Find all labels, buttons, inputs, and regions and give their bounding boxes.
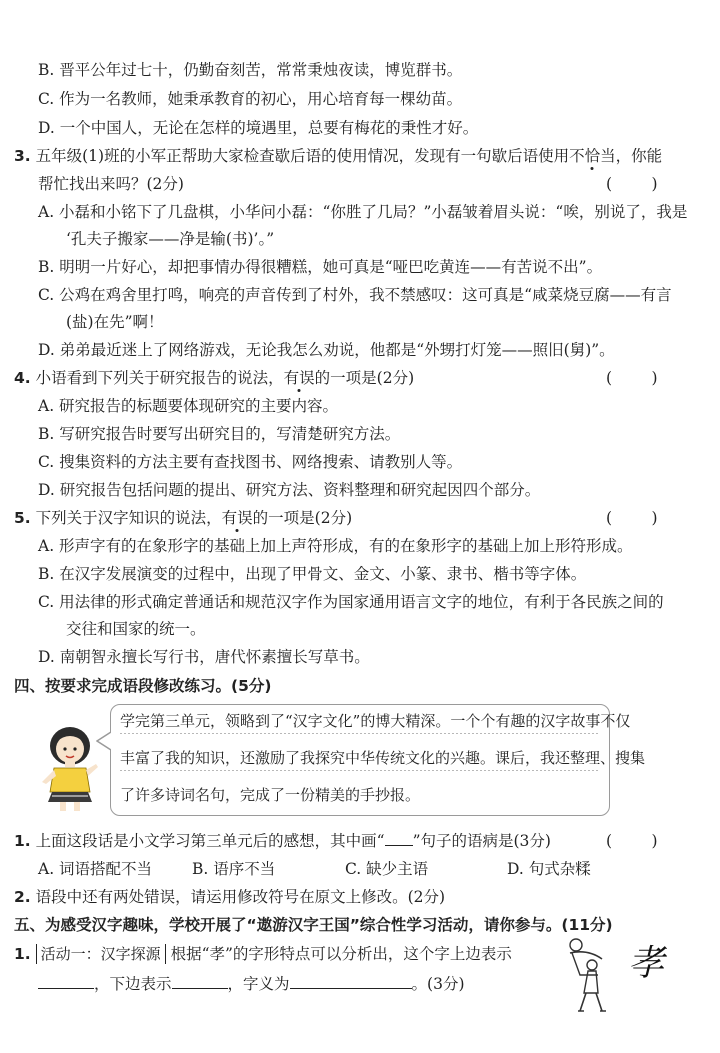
q3-option-d xyxy=(38,340,615,360)
q3-number: 3. xyxy=(14,147,31,165)
s5-q1-number: 1. xyxy=(14,945,31,963)
q5-option-d-text: D. 南朝智永擅长写行书，唐代怀素擅长写草书。 xyxy=(38,648,370,666)
s4-q1-answer-paren[interactable]: ( ) xyxy=(606,832,658,850)
q5-number: 5. xyxy=(14,509,31,527)
q5-option-b xyxy=(38,564,586,584)
q3-dotted-word: 不恰当 xyxy=(569,147,616,165)
blank-bottom-meaning[interactable] xyxy=(172,972,228,989)
q3-option-b-text: B. 明明一片好心，却把事情办得很糟糕，她可真是“哑巴吃黄连——有苦说不出”。 xyxy=(38,258,603,276)
q4-option-d-text: D. 研究报告包括问题的提出、研究方法、资料整理和研究起因四个部分。 xyxy=(38,481,541,499)
s4-q1-stem-b: ”句子的语病是(3分) xyxy=(412,832,551,850)
s5-q1-b2: ，字义为 xyxy=(227,975,290,993)
filial-illustration-icon xyxy=(558,935,620,1015)
q3-option-c-text: C. 公鸡在鸡舍里打鸣，响亮的声音传到了村外，我不禁感叹：这可真是“咸菜烧豆腐——有言 xyxy=(38,286,672,304)
s4-q1-stem xyxy=(14,831,551,851)
s5-q1-blanks xyxy=(38,972,465,994)
q5-option-c xyxy=(38,592,664,612)
activity-tag: 活动一：汉字探源 xyxy=(36,944,166,964)
section4-title: 四、按要求完成语段修改练习。(5分) xyxy=(14,677,272,695)
q5-option-c-cont-text: 交往和国家的统一。 xyxy=(66,620,206,638)
q4-answer-paren[interactable]: ( ) xyxy=(606,369,658,387)
q4-number: 4. xyxy=(14,369,31,387)
s4-q1-stem-a: 上面这段话是小文学习第三单元后的感想，其中画“ xyxy=(35,832,385,850)
s4-q2-text: 语段中还有两处错误，请运用修改符号在原文上修改。(2分) xyxy=(35,888,446,906)
q3-stem xyxy=(14,146,662,166)
q5-option-b-text: B. 在汉字发展演变的过程中，出现了甲骨文、金文、小篆、隶书、楷书等字体。 xyxy=(38,565,587,583)
q3-option-a-cont-text: ‘孔夫子搬家——净是输(书)’。” xyxy=(66,230,275,248)
s4-q2 xyxy=(14,887,445,907)
q4-option-b-text: B. 写研究报告时要写出研究目的，写清楚研究方法。 xyxy=(38,425,401,443)
q3-option-b xyxy=(38,257,602,277)
q4-option-b xyxy=(38,424,400,444)
option-d-prev-text: D. 一个中国人，无论在怎样的境遇里，总要有梅花的秉性才好。 xyxy=(38,119,479,137)
q4-option-d xyxy=(38,480,540,500)
option-c-prev-text: C. 作为一名教师，她秉承教育的初心，用心培育每一棵幼苗。 xyxy=(38,90,463,108)
passage-rule-1 xyxy=(120,733,600,734)
q5-option-c-cont xyxy=(66,619,206,639)
calligraphy-xiao: 孝 xyxy=(628,943,665,984)
q3-option-a xyxy=(38,202,687,222)
q5-answer-paren[interactable]: ( ) xyxy=(606,509,658,527)
q5-option-a xyxy=(38,536,633,556)
q3-option-c-cont-text: (盐)在先”啊！ xyxy=(66,313,164,331)
option-c-prev xyxy=(38,89,462,109)
s5-q1-b3: 。(3分) xyxy=(411,975,465,993)
q3-option-c-cont xyxy=(66,312,164,332)
s4-q1-option-a: A. 词语搭配不当 xyxy=(38,860,153,878)
q5-stem-a: 下列关于汉字知识的说法， xyxy=(35,509,222,527)
s5-q1-stem-a: 根据“孝”的字形特点可以分析出，这个字上边表示 xyxy=(170,945,512,963)
q4-option-c xyxy=(38,452,462,472)
passage-line-1: 学完第三单元，领略到了“汉字文化”的博大精深。一个个有趣的汉字故事不仅 xyxy=(120,712,631,730)
q4-option-c-text: C. 搜集资料的方法主要有查找图书、网络搜索、请教别人等。 xyxy=(38,453,463,471)
q5-option-d xyxy=(38,647,370,667)
q5-option-a-text: A. 形声字有的在象形字的基础上加上声符形成，有的在象形字的基础上加上形符形成。 xyxy=(38,537,633,555)
q4-stem xyxy=(14,368,414,388)
q4-dotted-word: 有误 xyxy=(283,369,315,387)
q3-option-c xyxy=(38,285,672,305)
q3-stem-line2-text: 帮忙找出来吗？(2分) xyxy=(38,175,184,193)
section5-title: 五、为感受汉字趣味，学校开展了“遨游汉字王国”综合性学习活动，请你参与。(11分) xyxy=(14,916,613,934)
s4-q1-option-d: D. 句式杂糅 xyxy=(507,860,591,878)
blank-character-meaning[interactable] xyxy=(290,972,412,989)
underline-sample xyxy=(385,831,413,846)
q3-option-d-text: D. 弟弟最近迷上了网络游戏，无论我怎么劝说，他都是“外甥打灯笼——照旧(舅)”。 xyxy=(38,341,615,359)
q3-option-a-cont xyxy=(66,229,274,249)
s4-q2-number: 2. xyxy=(14,888,31,906)
s4-q1-number: 1. xyxy=(14,832,31,850)
q5-stem-b: 的一项是(2分) xyxy=(252,509,353,527)
q4-option-a xyxy=(38,396,338,416)
passage-line-3: 了许多诗词名句，完成了一份精美的手抄报。 xyxy=(120,786,421,804)
bubble-tail-icon xyxy=(96,730,114,752)
s5-q1-b1: ，下边表示 xyxy=(94,975,172,993)
q3-stem-line2 xyxy=(38,174,184,194)
q5-dotted-word: 有误 xyxy=(221,509,253,527)
option-b-prev xyxy=(38,60,462,80)
blank-top-meaning[interactable] xyxy=(38,972,94,989)
passage-rule-2 xyxy=(120,770,600,771)
q4-stem-b: 的一项是(2分) xyxy=(314,369,415,387)
s5-q1-stem xyxy=(14,944,512,964)
q5-stem xyxy=(14,508,352,528)
q3-stem-b: ，你能 xyxy=(615,147,663,165)
option-d-prev xyxy=(38,118,478,138)
passage-line-2: 丰富了我的知识，还激励了我探究中华传统文化的兴趣。课后，我还整理、搜集 xyxy=(120,749,646,767)
q4-stem-a: 小语看到下列关于研究报告的说法， xyxy=(35,369,284,387)
q3-answer-paren[interactable]: ( ) xyxy=(606,175,658,193)
q3-option-a-text: A. 小磊和小铭下了几盘棋，小华问小磊：“你胜了几局？”小磊皱着眉头说：“唉，别说了，我是 xyxy=(38,203,688,221)
s4-q1-option-c: C. 缺少主语 xyxy=(345,860,429,878)
s4-q1-option-b: B. 语序不当 xyxy=(192,860,276,878)
q3-stem-a: 五年级(1)班的小军正帮助大家检查歇后语的使用情况，发现有一句歇后语使用 xyxy=(35,147,570,165)
option-b-prev-text: B. 晋平公年过七十，仍勤奋刻苦，常常秉烛夜读，博览群书。 xyxy=(38,61,463,79)
q5-option-c-text: C. 用法律的形式确定普通话和规范汉字作为国家通用语言文字的地位，有利于各民族之间的 xyxy=(38,593,664,611)
q4-option-a-text: A. 研究报告的标题要体现研究的主要内容。 xyxy=(38,397,339,415)
